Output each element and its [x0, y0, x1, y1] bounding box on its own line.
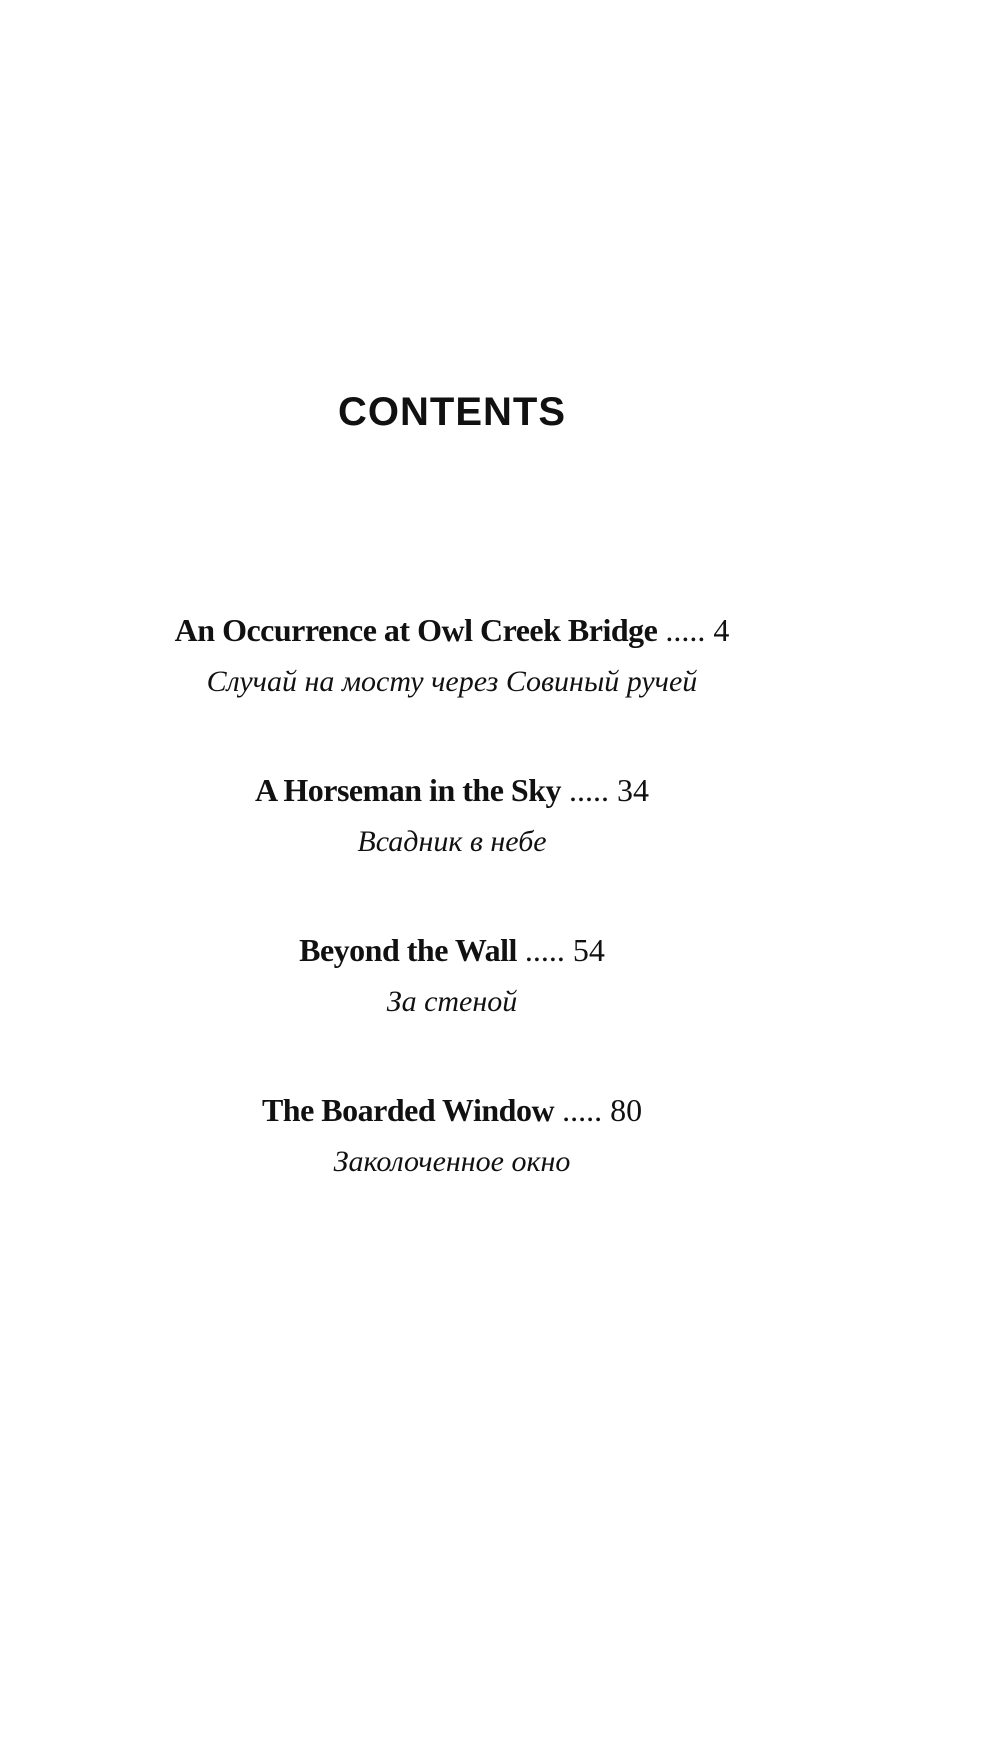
dot-leader: .....	[562, 1092, 603, 1128]
entry-title: An Occurrence at Owl Creek Bridge	[174, 612, 658, 648]
dot-leader: .....	[524, 932, 565, 968]
toc-entry	[0, 610, 904, 770]
toc-entry	[0, 1090, 904, 1250]
dot-leader: .....	[665, 612, 706, 648]
entry-title: A Horseman in the Sky	[255, 772, 561, 808]
page-number: 80	[610, 1092, 643, 1128]
contents-heading: CONTENTS	[338, 390, 566, 434]
toc-entry	[0, 770, 904, 930]
entry-line	[0, 1090, 904, 1130]
entry-line	[0, 770, 904, 810]
entry-title: The Boarded Window	[261, 1092, 555, 1128]
page-number: 4	[713, 612, 730, 648]
entry-line	[0, 930, 904, 970]
dot-leader: .....	[568, 772, 609, 808]
toc-entry	[0, 930, 904, 1090]
entry-line	[0, 610, 904, 650]
entry-title: Beyond the Wall	[299, 932, 517, 968]
table-of-contents	[0, 610, 904, 1250]
entry-translation: Заколоченное окно	[333, 1145, 571, 1178]
page-number: 34	[616, 772, 649, 808]
entry-translation: Всадник в небе	[357, 825, 547, 858]
entry-translation: Случай на мосту через Совиный ручей	[206, 665, 698, 698]
page-number: 54	[572, 932, 605, 968]
entry-translation: За стеной	[386, 985, 518, 1018]
